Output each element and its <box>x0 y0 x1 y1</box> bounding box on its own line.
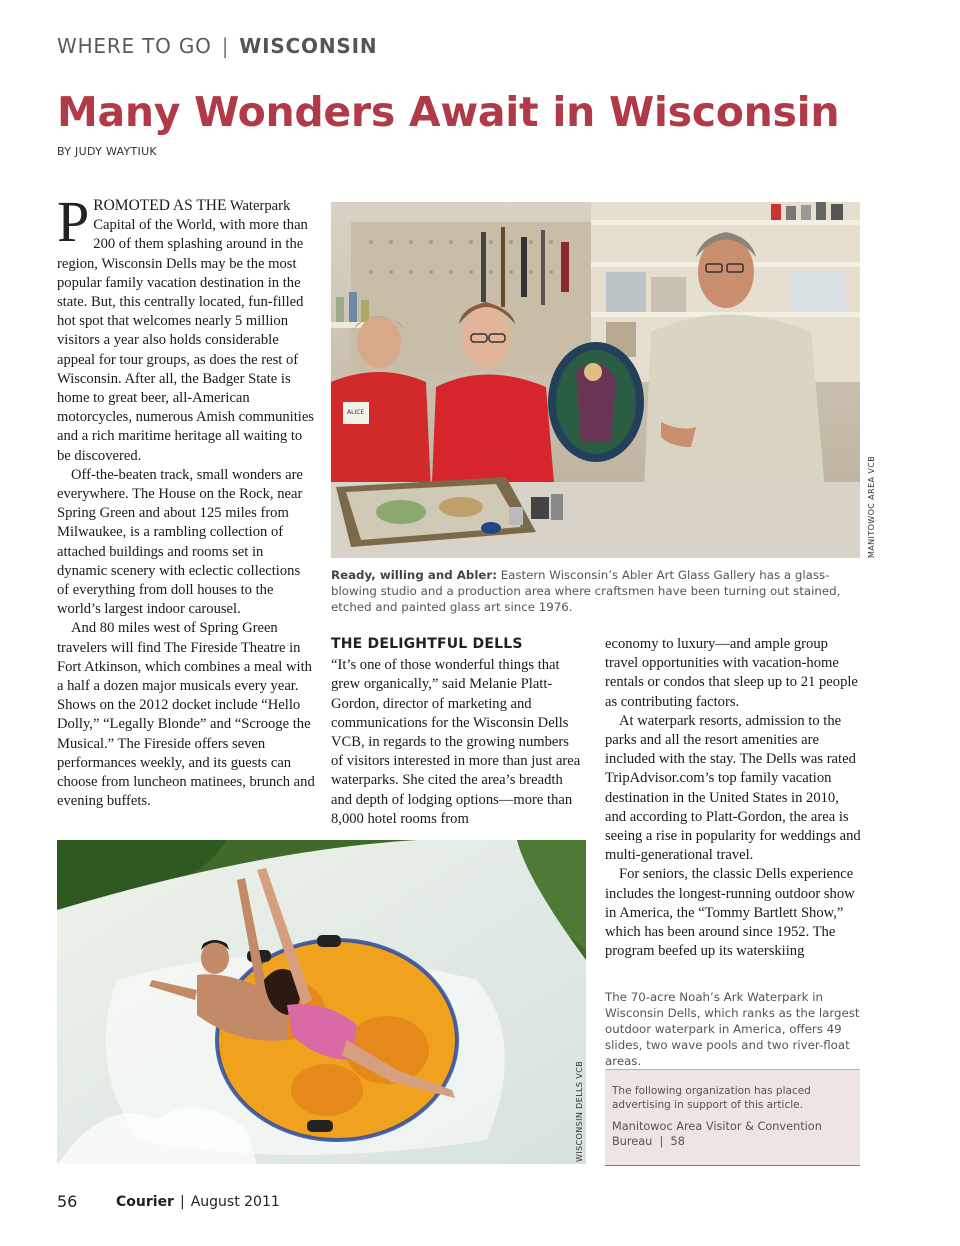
header-separator: | <box>221 34 230 58</box>
glass-studio-photo <box>331 202 860 558</box>
name-badge: ALICE <box>347 409 365 416</box>
paragraph: At waterpark resorts, admission to the parks and all the resort amenities are included with the stay. The Dells was rated TripAdvisor.com’s top family vacation destination in the United States in 2010, and according to Platt-Gordon, the area is seeing a rise in popularity for weddings and multi-generational travel. <box>605 712 861 864</box>
lead-in: ROMOTED AS THE <box>93 197 227 214</box>
magazine-name: Courier <box>116 1194 174 1210</box>
paragraph-text: Waterpark Capital of the World, with more than 200 of them splashing around in the region, Wisconsin Dells may be the most popular family vacation destination in the state. But, this centrally located, fun-filled hot spot that welcomes nearly 5 million visitors a year also holds considerable appeal for tour groups, as does the rest of Wisconsin. After all, the Badger State is home to great beer, all-American motorcycles, numerous Amish communities and a rich maritime heritage all waiting to be discovered. <box>57 198 314 464</box>
advertiser-name: Manitowoc Area Visitor & Convention Bureau <box>612 1120 822 1148</box>
photo-caption: The 70-acre Noah’s Ark Waterpark in Wisconsin Dells, which ranks as the largest outdoor waterpark in America, offers 49 slides, two wave pools and two river-float areas. <box>605 990 860 1068</box>
section-header <box>57 34 377 58</box>
paragraph: For seniors, the classic Dells experience includes the longest-running outdoor show in America, the “Tommy Bartlett Show,” which has been around since 1952. The program beefed up its waterskiing <box>605 866 855 960</box>
waterpark-photo <box>57 840 586 1164</box>
article-column-1 <box>57 189 315 812</box>
footer-separator: | <box>179 1194 185 1210</box>
photo-caption <box>331 567 861 615</box>
caption-lead: Ready, willing and Abler: <box>331 568 497 582</box>
caption-text: Eastern Wisconsin’s Abler Art Glass Gallery has a glass-blowing studio and a production area where craftsmen have been turning out stained, etched and painted glass art since 1976. <box>331 568 841 614</box>
paragraph: economy to luxury—and ample group travel opportunities with vacation-home rentals or condos that sleep up to 21 people as contributing factors. <box>605 636 858 710</box>
photo-credit: MANITOWOC AREA VCB <box>867 455 876 558</box>
page-number: 56 <box>57 1192 78 1211</box>
footer <box>116 1194 280 1210</box>
advertiser-page: 58 <box>670 1135 685 1148</box>
paragraph: Off-the-beaten track, small wonders are everywhere. The House on the Rock, near Spring Green and about 125 miles from Milwaukee, is a rambling collection of attached buildings and rooms set in dynamic scenery with eclectic collections of everything from doll houses to the world’s largest indoor carousel. <box>57 466 303 618</box>
article-column-3 <box>605 635 861 961</box>
article-title: Many Wonders Await in Wisconsin <box>57 88 840 136</box>
subheading: THE DELIGHTFUL DELLS <box>331 636 523 652</box>
drop-cap: P <box>57 189 90 254</box>
advertiser-listing <box>612 1119 852 1149</box>
byline: BY JUDY WAYTIUK <box>57 145 157 158</box>
advertiser-separator: | <box>659 1135 664 1148</box>
advertiser-box <box>605 1069 860 1166</box>
glass-studio-illustration <box>331 202 860 558</box>
waterpark-illustration <box>57 840 586 1164</box>
paragraph <box>57 189 315 466</box>
section-label: WHERE TO GO <box>57 34 212 58</box>
paragraph: “It’s one of those wonderful things that grew organically,” said Melanie Platt-Gordon, director of marketing and communications for the Wisconsin Dells VCB, in regards to the growing numbers of visitors interested in more than just area waterparks. She cited the area’s breadth and depth of lodging options—more than 8,000 hotel rooms from <box>331 657 581 827</box>
region-label: WISCONSIN <box>239 34 378 58</box>
photo-credit: WISCONSIN DELLS VCB <box>575 1060 584 1162</box>
advertiser-note: The following organization has placed advertising in support of this article. <box>612 1085 811 1111</box>
article-column-2 <box>331 635 581 829</box>
paragraph: And 80 miles west of Spring Green travelers will find The Fireside Theatre in Fort Atkinson, which combines a meal with a half a dozen major musicals every year. Shows on the 2012 docket include “Hello Dolly,” “Legally Blonde” and “Scrooge the Musical.” The Fireside offers seven performances weekly, and its guests can choose from luncheon matinees, brunch and evening buffets. <box>57 620 315 810</box>
issue-date: August 2011 <box>190 1194 280 1210</box>
